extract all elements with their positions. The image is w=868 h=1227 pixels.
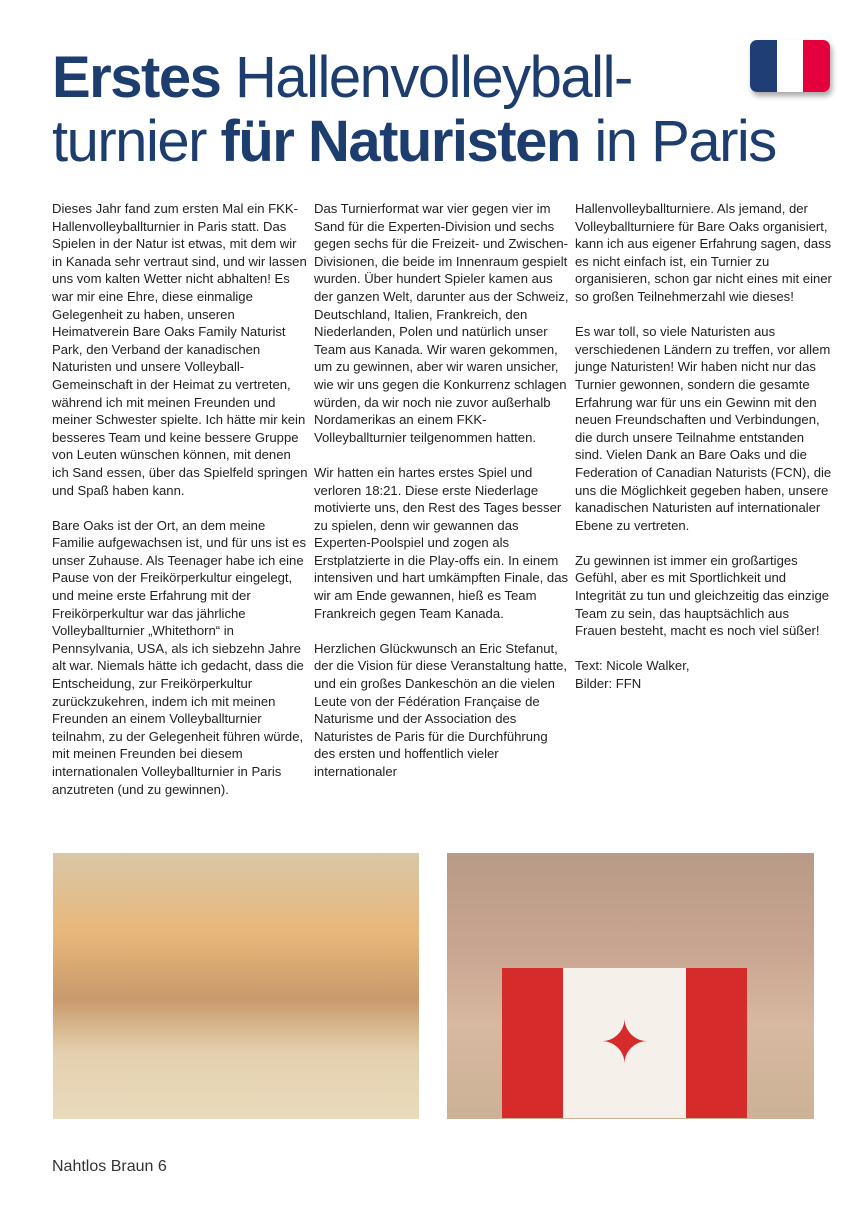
article-column-2 bbox=[314, 200, 572, 798]
canadian-flag-center bbox=[563, 968, 686, 1118]
headline-light-3: in Paris bbox=[579, 109, 776, 174]
maple-leaf-icon: ✦ bbox=[599, 1009, 650, 1076]
article-column-3 bbox=[575, 200, 833, 693]
headline-line-1 bbox=[52, 46, 832, 110]
headline-bold-1: Erstes bbox=[52, 45, 221, 110]
team-photo-with-canadian-flag bbox=[447, 853, 814, 1119]
article-column-1 bbox=[52, 200, 310, 816]
paragraph: Es war toll, so viele Naturisten aus verschiedenen Ländern zu treffen, vor allem junge Naturisten! Wir haben nicht nur das Turnier gewonnen, sondern die gesamte Erfahrung war für uns ein Gewinn mit den neuen Freundschaften und Verbindungen, die durch unsere Teilnahme entstanden sind. Vielen Dank an Bare Oaks und die Federation of Canadian Naturists (FCN), die uns die Möglichkeit gegeben haben, unsere kanadischen Naturisten auf internationaler Ebene zu vertreten. bbox=[575, 324, 832, 533]
paragraph: Das Turnierformat war vier gegen vier im Sand für die Experten-Division und sechs gegen sechs für die Freizeit- und Zwischen-Divisionen, die beide im Innenraum gespielt wurden. Über hundert Spieler kamen aus der ganzen Welt, darunter aus der Schweiz, Deutschland, Italien, Frankreich, den Niederlanden, Polen und natürlich unser Team aus Kanada. Wir waren gekommen, um zu gewinnen, aber wir waren unsicher, wie wir uns gegen die Konkurrenz schlagen würden, da wir noch nie zuvor außerhalb Nordamerikas an einem FKK-Volleyballturnier teilgenommen hatten. bbox=[314, 201, 569, 445]
credit-text: Text: Nicole Walker, bbox=[575, 658, 690, 674]
canadian-flag-red-band bbox=[686, 968, 747, 1118]
paragraph: Herzlichen Glückwunsch an Eric Stefanut, der die Vision für diese Veranstaltung hatte, und ein großes Dankeschön an die vielen Leute von der Fédération Française de Naturisme und der Association des Naturistes de Paris für die Durchführung des ersten und hoffentlich vieler internationaler bbox=[314, 640, 568, 779]
canadian-flag-red-band bbox=[502, 968, 563, 1118]
headline-line-2 bbox=[52, 110, 832, 174]
headline-light-2: turnier bbox=[52, 109, 221, 174]
paragraph: Dieses Jahr fand zum ersten Mal ein FKK-Hallenvolleyballturnier in Paris statt. Das Spielen in der Natur ist etwas, mit dem wir in Kanada sehr vertraut sind, und wir lassen uns vom kalten Wetter nicht abhalten! Es war mir eine Ehre, diese einmalige Gelegenheit zu haben, unseren Heimatverein Bare Oaks Family Naturist Park, den Verband der kanadischen Naturisten und unsere Volleyball-Gemeinschaft in der Heimat zu vertreten, während ich mit meinen Freunden und meiner Schwester spielte. Ich hätte mir kein besseres Team und keine bessere Gruppe von Leuten wünschen können, mit denen ich Sand essen, über das Spielfeld springen und Spaß haben kann. bbox=[52, 201, 308, 498]
canadian-flag bbox=[502, 968, 747, 1118]
paragraph: Hallenvolleyballturniere. Als jemand, der Volleyballturniere für Bare Oaks organisiert, kann ich aus eigener Erfahrung sagen, dass es nicht einfach ist, ein Turnier zu organisieren, schon gar nicht eines mit einer so großen Teilnehmerzahl wie dieses! bbox=[575, 201, 832, 304]
article-headline bbox=[52, 46, 832, 174]
credits bbox=[575, 657, 833, 692]
credit-images: Bilder: FFN bbox=[575, 676, 642, 692]
headline-bold-2: für Naturisten bbox=[220, 109, 580, 174]
team-photo-indoor-beach-court bbox=[53, 853, 419, 1119]
paragraph: Bare Oaks ist der Ort, an dem meine Familie aufgewachsen ist, und für uns ist es unser Zuhause. Als Teenager habe ich eine Pause von der Freikörperkultur eingelegt, und meine erste Erfahrung mit der Freikörperkultur war das jährliche Volleyballturnier „Whitethorn“ in Pennsylvania, USA, als ich siebzehn Jahre alt war. Niemals hätte ich gedacht, dass die Entscheidung, zur Freikörperkultur zurückzukehren, indem ich mit meinen Freunden an einem Volleyballturnier teilnahm, zu der Gelegenheit führen würde, mit meinen Freunden bei diesem internationalen Volleyballturnier in Paris anzutreten (und zu gewinnen). bbox=[52, 517, 306, 797]
headline-light-1: Hallenvolleyball- bbox=[220, 45, 632, 110]
paragraph: Wir hatten ein hartes erstes Spiel und verloren 18:21. Diese erste Niederlage motivierte uns, den Rest des Tages besser zu spielen, denn wir gewannen das Experten-Poolspiel und zogen als Erstplatzierte in die Play-offs ein. In einem intensiven und hart umkämpften Finale, das wir am Ende gewannen, hieß es Team Frankreich gegen Team Kanada. bbox=[314, 464, 569, 621]
page-footer: Nahtlos Braun 6 bbox=[52, 1158, 167, 1175]
paragraph: Zu gewinnen ist immer ein großartiges Gefühl, aber es mit Sportlichkeit und Integrität zu tun und gleichzeitig das einzige Team zu sein, das hauptsächlich aus Frauen besteht, macht es noch viel süßer! bbox=[575, 552, 830, 639]
